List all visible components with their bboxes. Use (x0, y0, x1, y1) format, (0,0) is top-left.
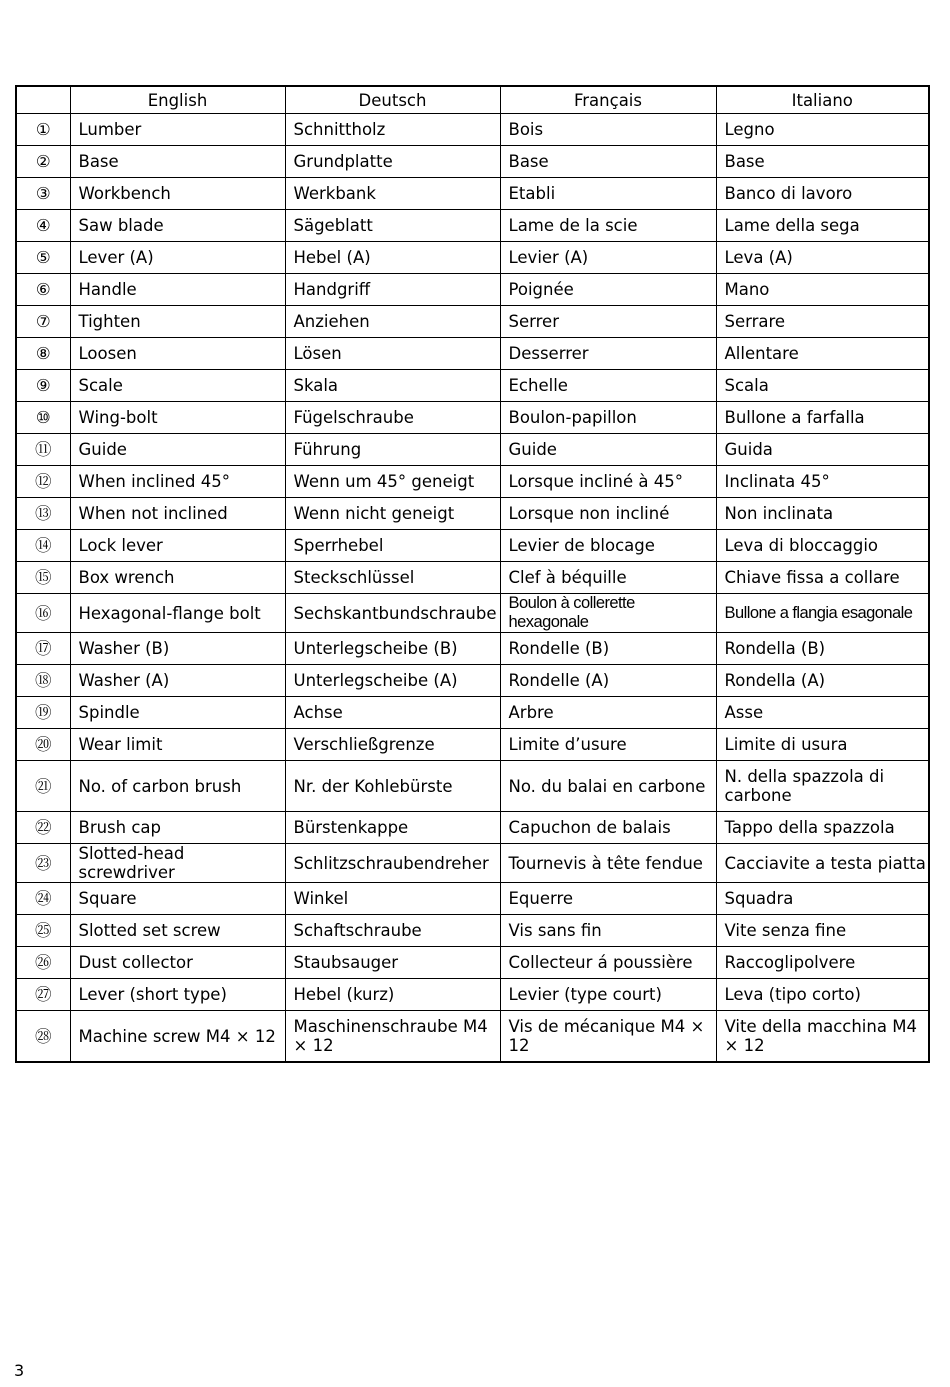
german-term: Unterlegscheibe (B) (285, 633, 500, 665)
item-number: ⑦ (16, 306, 70, 338)
german-term: Steckschlüssel (285, 562, 500, 594)
german-term: Lösen (285, 338, 500, 370)
table-row (16, 402, 929, 434)
table-row (16, 562, 929, 594)
french-term: Desserrer (500, 338, 716, 370)
item-number: ⑧ (16, 338, 70, 370)
french-term: Etabli (500, 178, 716, 210)
table-body (16, 114, 929, 1063)
french-term: Limite d’usure (500, 729, 716, 761)
item-number: ㉗ (16, 979, 70, 1011)
italian-term: Vite senza fine (716, 915, 929, 947)
item-number: ③ (16, 178, 70, 210)
item-number: ⑯ (16, 594, 70, 633)
french-term: Vis sans fin (500, 915, 716, 947)
italian-term: Serrare (716, 306, 929, 338)
item-number: ㉘ (16, 1011, 70, 1063)
italian-term: Leva (A) (716, 242, 929, 274)
item-number: ⑨ (16, 370, 70, 402)
english-term: Hexagonal-flange bolt (70, 594, 285, 633)
french-term: Base (500, 146, 716, 178)
english-term: Spindle (70, 697, 285, 729)
french-term: Levier (A) (500, 242, 716, 274)
italian-term: Limite di usura (716, 729, 929, 761)
item-number: ㉒ (16, 812, 70, 844)
table-row (16, 594, 929, 633)
italian-term: Cacciavite a testa piatta (716, 844, 929, 883)
italian-term: Raccoglipolvere (716, 947, 929, 979)
table-row (16, 306, 929, 338)
table-row (16, 178, 929, 210)
french-term: Equerre (500, 883, 716, 915)
item-number: ⑤ (16, 242, 70, 274)
english-term: Washer (B) (70, 633, 285, 665)
german-term: Anziehen (285, 306, 500, 338)
english-term: Tighten (70, 306, 285, 338)
english-term: Loosen (70, 338, 285, 370)
table-row (16, 146, 929, 178)
item-number: ⑮ (16, 562, 70, 594)
italian-term: Inclinata 45° (716, 466, 929, 498)
german-term: Unterlegscheibe (A) (285, 665, 500, 697)
table-row (16, 633, 929, 665)
page-number: 3 (14, 1361, 25, 1380)
italian-term: Base (716, 146, 929, 178)
english-term: Machine screw M4 × 12 (70, 1011, 285, 1063)
english-term: Slotted-head screwdriver (70, 844, 285, 883)
english-term: Guide (70, 434, 285, 466)
italian-term: Guida (716, 434, 929, 466)
english-term: Lumber (70, 114, 285, 146)
german-term: Hebel (A) (285, 242, 500, 274)
item-number: ⑲ (16, 697, 70, 729)
table-row (16, 338, 929, 370)
german-term: Achse (285, 697, 500, 729)
item-number: ⑥ (16, 274, 70, 306)
italian-term: Bullone a flangia esagonale (716, 594, 929, 633)
italian-term: Bullone a farfalla (716, 402, 929, 434)
table-row (16, 242, 929, 274)
italian-term: Scala (716, 370, 929, 402)
table-header-row (16, 86, 929, 114)
english-term: Box wrench (70, 562, 285, 594)
french-term: Serrer (500, 306, 716, 338)
english-term: Saw blade (70, 210, 285, 242)
german-term: Maschinenschraube M4 × 12 (285, 1011, 500, 1063)
item-number: ① (16, 114, 70, 146)
table-row (16, 729, 929, 761)
english-term: Washer (A) (70, 665, 285, 697)
french-term: No. du balai en carbone (500, 761, 716, 812)
english-term: Base (70, 146, 285, 178)
german-term: Hebel (kurz) (285, 979, 500, 1011)
french-term: Rondelle (B) (500, 633, 716, 665)
french-term: Lame de la scie (500, 210, 716, 242)
english-term: Workbench (70, 178, 285, 210)
english-term: No. of carbon brush (70, 761, 285, 812)
item-number: ㉑ (16, 761, 70, 812)
header-deutsch: Deutsch (285, 86, 500, 114)
german-term: Wenn um 45° geneigt (285, 466, 500, 498)
item-number: ㉓ (16, 844, 70, 883)
german-term: Staubsauger (285, 947, 500, 979)
italian-term: Mano (716, 274, 929, 306)
table-row (16, 498, 929, 530)
item-number: ㉖ (16, 947, 70, 979)
table-row (16, 812, 929, 844)
table-row (16, 370, 929, 402)
italian-term: Legno (716, 114, 929, 146)
italian-term: Allentare (716, 338, 929, 370)
item-number: ⑫ (16, 466, 70, 498)
table-row (16, 979, 929, 1011)
french-term: Vis de mécanique M4 × 12 (500, 1011, 716, 1063)
italian-term: Tappo della spazzola (716, 812, 929, 844)
english-term: Lever (A) (70, 242, 285, 274)
french-term: Boulon-papillon (500, 402, 716, 434)
german-term: Schaftschraube (285, 915, 500, 947)
french-term: Clef à béquille (500, 562, 716, 594)
german-term: Fügelschraube (285, 402, 500, 434)
table-row (16, 665, 929, 697)
italian-term: Leva (tipo corto) (716, 979, 929, 1011)
header-italiano: Italiano (716, 86, 929, 114)
french-term: Bois (500, 114, 716, 146)
english-term: Slotted set screw (70, 915, 285, 947)
french-term: Echelle (500, 370, 716, 402)
italian-term: Leva di bloccaggio (716, 530, 929, 562)
french-term: Rondelle (A) (500, 665, 716, 697)
german-term: Schnittholz (285, 114, 500, 146)
german-term: Sechskantbundschraube (285, 594, 500, 633)
french-term: Levier de blocage (500, 530, 716, 562)
german-term: Sperrhebel (285, 530, 500, 562)
item-number: ⑭ (16, 530, 70, 562)
english-term: When inclined 45° (70, 466, 285, 498)
table-row (16, 844, 929, 883)
german-term: Winkel (285, 883, 500, 915)
table-row (16, 114, 929, 146)
german-term: Handgriff (285, 274, 500, 306)
english-term: Dust collector (70, 947, 285, 979)
german-term: Verschließgrenze (285, 729, 500, 761)
italian-term: Rondella (A) (716, 665, 929, 697)
german-term: Werkbank (285, 178, 500, 210)
parts-translation-table (15, 85, 930, 1063)
header-francais: Français (500, 86, 716, 114)
item-number: ㉕ (16, 915, 70, 947)
item-number: ④ (16, 210, 70, 242)
item-number: ⑳ (16, 729, 70, 761)
english-term: Brush cap (70, 812, 285, 844)
italian-term: Asse (716, 697, 929, 729)
italian-term: N. della spazzola di carbone (716, 761, 929, 812)
item-number: ② (16, 146, 70, 178)
italian-term: Non inclinata (716, 498, 929, 530)
item-number: ⑰ (16, 633, 70, 665)
english-term: Lever (short type) (70, 979, 285, 1011)
english-term: Scale (70, 370, 285, 402)
italian-term: Lame della sega (716, 210, 929, 242)
italian-term: Vite della macchina M4 × 12 (716, 1011, 929, 1063)
item-number: ⑪ (16, 434, 70, 466)
table-row (16, 466, 929, 498)
table-row (16, 1011, 929, 1063)
french-term: Collecteur á poussière (500, 947, 716, 979)
french-term: Lorsque incliné à 45° (500, 466, 716, 498)
english-term: Wing-bolt (70, 402, 285, 434)
german-term: Führung (285, 434, 500, 466)
item-number: ⑬ (16, 498, 70, 530)
header-number (16, 86, 70, 114)
french-term: Levier (type court) (500, 979, 716, 1011)
table-row (16, 761, 929, 812)
english-term: Lock lever (70, 530, 285, 562)
english-term: Handle (70, 274, 285, 306)
german-term: Schlitzschraubendreher (285, 844, 500, 883)
german-term: Grundplatte (285, 146, 500, 178)
french-term: Poignée (500, 274, 716, 306)
english-term: Square (70, 883, 285, 915)
english-term: Wear limit (70, 729, 285, 761)
english-term: When not inclined (70, 498, 285, 530)
french-term: Capuchon de balais (500, 812, 716, 844)
french-term: Guide (500, 434, 716, 466)
french-term: Arbre (500, 697, 716, 729)
item-number: ⑱ (16, 665, 70, 697)
header-english: English (70, 86, 285, 114)
italian-term: Banco di lavoro (716, 178, 929, 210)
german-term: Nr. der Kohlebürste (285, 761, 500, 812)
italian-term: Rondella (B) (716, 633, 929, 665)
french-term: Lorsque non incliné (500, 498, 716, 530)
table-row (16, 697, 929, 729)
table-row (16, 274, 929, 306)
table-row (16, 915, 929, 947)
italian-term: Squadra (716, 883, 929, 915)
table-row (16, 210, 929, 242)
french-term: Tournevis à tête fendue (500, 844, 716, 883)
french-term: Boulon à collerette hexagonale (500, 594, 716, 633)
german-term: Bürstenkappe (285, 812, 500, 844)
table-row (16, 434, 929, 466)
table-row (16, 947, 929, 979)
item-number: ⑩ (16, 402, 70, 434)
item-number: ㉔ (16, 883, 70, 915)
table-row (16, 883, 929, 915)
german-term: Skala (285, 370, 500, 402)
italian-term: Chiave fissa a collare (716, 562, 929, 594)
table-row (16, 530, 929, 562)
german-term: Wenn nicht geneigt (285, 498, 500, 530)
german-term: Sägeblatt (285, 210, 500, 242)
